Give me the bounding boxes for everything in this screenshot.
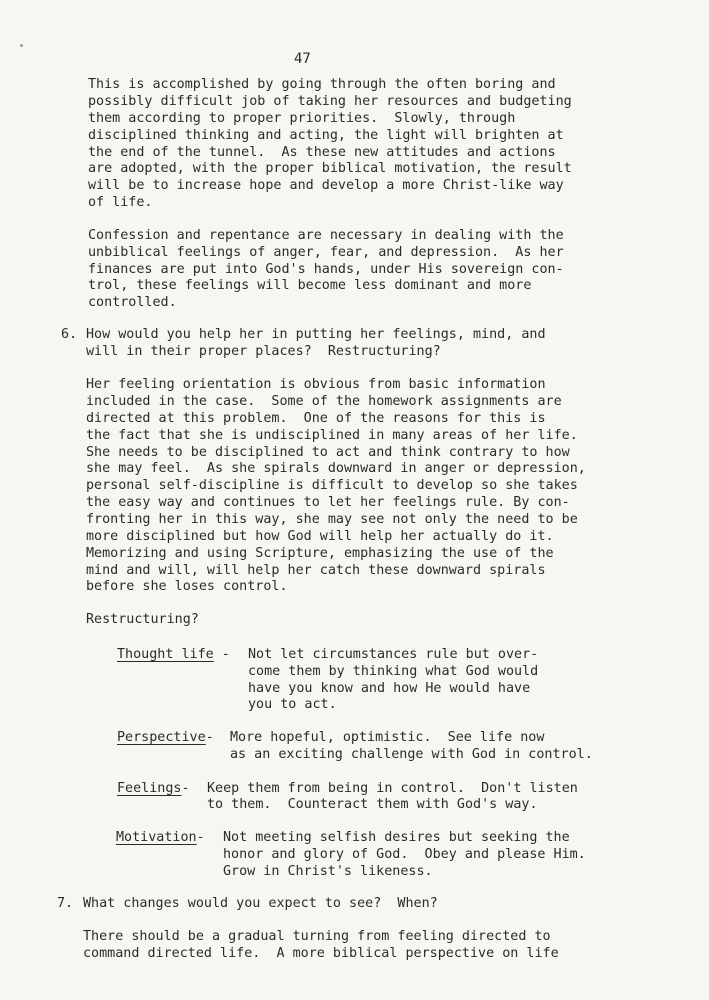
text-line: she may feel. As she spirals downward in anger or depression,	[86, 461, 586, 476]
text-line: fronting her in this way, she may see not only the need to be	[86, 512, 578, 527]
restructuring-text-line: you to act.	[248, 697, 337, 712]
text-line: Confession and repentance are necessary in dealing with the	[88, 228, 564, 243]
restructuring-text-line: More hopeful, optimistic. See life now	[230, 730, 545, 745]
restructuring-text-line: come them by thinking what God would	[248, 664, 539, 679]
restructuring-text-line: Grow in Christ's likeness.	[223, 864, 433, 879]
text-line: mind and will, will help her catch these downward spirals	[86, 563, 546, 578]
text-line: She needs to be disciplined to act and think contrary to how	[86, 445, 570, 460]
restructuring-term-label: Thought life	[117, 647, 214, 662]
question-text-line: What changes would you expect to see? When?	[83, 896, 438, 911]
text-line: the fact that she is undisciplined in many areas of her life.	[86, 428, 578, 443]
restructuring-term	[117, 729, 214, 746]
text-line: more disciplined but how God will help her actually do it.	[86, 529, 554, 544]
text-line: controlled.	[88, 295, 177, 310]
text-line: personal self-discipline is difficult to develop so she takes	[86, 478, 578, 493]
question-number: 7.	[57, 896, 74, 911]
restructuring-term-label: Feelings	[117, 781, 182, 796]
restructuring-label: Restructuring?	[86, 612, 199, 627]
text-line: unbiblical feelings of anger, fear, and depression. As her	[88, 245, 564, 260]
text-line: are adopted, with the proper biblical motivation, the result	[88, 161, 572, 176]
text-line: of life.	[88, 195, 153, 210]
restructuring-text-line: as an exciting challenge with God in control.	[230, 747, 593, 762]
restructuring-term	[117, 646, 238, 663]
restructuring-text-line: have you know and how He would have	[248, 681, 531, 696]
restructuring-separator: -	[196, 830, 205, 845]
text-line: before she loses control.	[86, 579, 288, 594]
restructuring-term-label: Motivation	[116, 830, 197, 845]
text-line: Memorizing and using Scripture, emphasizing the use of the	[86, 546, 554, 561]
page-number: 47	[294, 51, 311, 67]
question-text-line: will in their proper places? Restructuring?	[86, 344, 441, 359]
text-line: possibly difficult job of taking her resources and budgeting	[88, 94, 572, 109]
restructuring-separator: -	[181, 781, 190, 796]
scan-speck	[20, 44, 23, 47]
text-line: disciplined thinking and acting, the light will brighten at	[88, 128, 564, 143]
text-line: Her feeling orientation is obvious from basic information	[86, 377, 546, 392]
text-line: command directed life. A more biblical perspective on life	[83, 946, 559, 961]
restructuring-term	[117, 780, 190, 797]
restructuring-text-line: Keep them from being in control. Don't listen	[207, 781, 578, 796]
restructuring-separator: -	[205, 730, 214, 745]
text-line: There should be a gradual turning from feeling directed to	[83, 929, 551, 944]
restructuring-text-line: to them. Counteract them with God's way.	[207, 797, 538, 812]
restructuring-term	[116, 829, 205, 846]
restructuring-separator: -	[213, 647, 238, 662]
text-line: the end of the tunnel. As these new attitudes and actions	[88, 145, 556, 160]
text-line: will be to increase hope and develop a more Christ-like way	[88, 178, 564, 193]
text-line: them according to proper priorities. Slowly, through	[88, 111, 516, 126]
text-line: directed at this problem. One of the reasons for this is	[86, 411, 546, 426]
question-number: 6.	[61, 327, 78, 342]
question-text-line: How would you help her in putting her feelings, mind, and	[86, 327, 546, 342]
text-line: trol, these feelings will become less dominant and more	[88, 278, 532, 293]
text-line: This is accomplished by going through the often boring and	[88, 77, 556, 92]
text-line: the easy way and continues to let her feelings rule. By con-	[86, 495, 570, 510]
text-line: included in the case. Some of the homework assignments are	[86, 394, 562, 409]
text-line: finances are put into God's hands, under His sovereign con-	[88, 262, 564, 277]
restructuring-text-line: honor and glory of God. Obey and please Him.	[223, 847, 586, 862]
restructuring-term-label: Perspective	[117, 730, 206, 745]
restructuring-text-line: Not let circumstances rule but over-	[248, 647, 539, 662]
restructuring-text-line: Not meeting selfish desires but seeking the	[223, 830, 570, 845]
